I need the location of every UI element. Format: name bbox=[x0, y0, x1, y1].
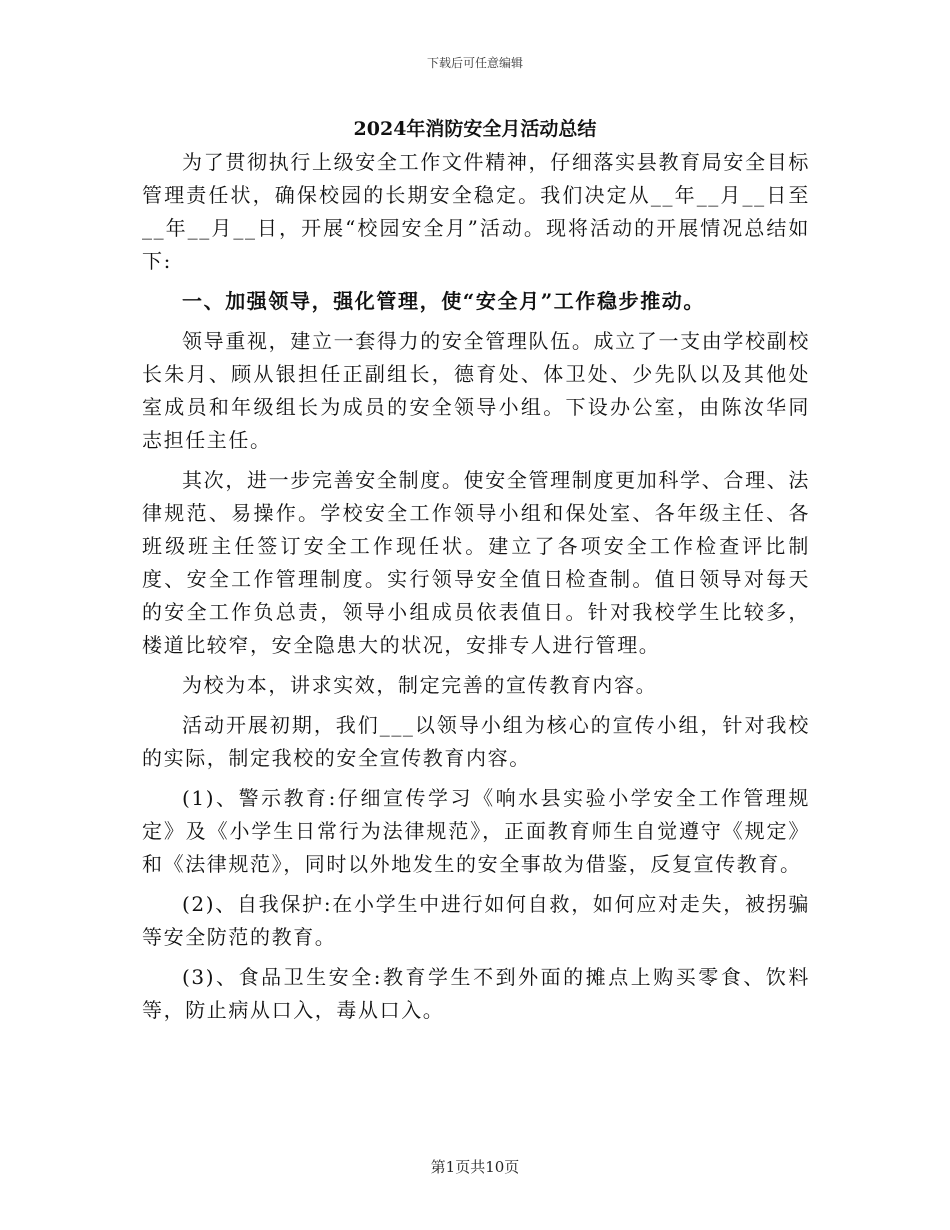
paragraph-item-1: (1)、警示教育:仔细宣传学习《响水县实验小学安全工作管理规定》及《小学生日常行为法律规范》，正面教育师生自觉遵守《规定》和《法律规范》，同时以外地发生的安全事故为借鉴，反复宣传教育。 bbox=[142, 786, 810, 876]
document-title: 2024年消防安全月活动总结 bbox=[353, 118, 597, 140]
paragraph-system: 其次，进一步完善安全制度。使安全管理制度更加科学、合理、法律规范、易操作。学校安全工作领导小组和保处室、各年级主任、各班级班主任签订安全工作现任状。建立了各项安全工作检查评比制度、安全工作管理制度。实行领导安全值日检查制。值日领导对每天的安全工作负总责，领导小组成员依表值日。针对我校学生比较多，楼道比较窄，安全隐患大的状况，安排专人进行管理。 bbox=[142, 468, 810, 657]
paragraph-item-3: (3)、食品卫生安全:教育学生不到外面的摊点上购买零食、饮料等，防止病从口入，毒从口入。 bbox=[142, 965, 810, 1022]
section-heading-1: 一、加强领导，强化管理，使“安全月”工作稳步推动。 bbox=[182, 289, 706, 313]
paragraph-item-2: (2)、自我保护:在小学生中进行如何自救，如何应对走失，被拐骗等安全防范的教育。 bbox=[142, 892, 810, 949]
header-note: 下载后可任意编辑 bbox=[426, 56, 523, 70]
page-footer: 第1页共10页 bbox=[430, 1158, 520, 1176]
paragraph-leadership: 领导重视，建立一套得力的安全管理队伍。成立了一支由学校副校长朱月、顾从银担任正副组长，德育处、体卫处、少先队以及其他处室成员和年级组长为成员的安全领导小组。下设办公室，由陈汝华同志担任主任。 bbox=[142, 329, 810, 452]
paragraph-school-based: 为校为本，讲求实效，制定完善的宣传教育内容。 bbox=[182, 673, 658, 697]
paragraph-intro: 为了贯彻执行上级安全工作文件精神，仔细落实县教育局安全目标管理责任状，确保校园的长期安全稳定。我们决定从__年__月__日至__年__月__日，开展“校园安全月”活动。现将活动的开展情况总结如下: bbox=[142, 150, 810, 273]
paragraph-activity-start: 活动开展初期，我们___以领导小组为核心的宣传小组，针对我校的实际，制定我校的安全宣传教育内容。 bbox=[142, 713, 810, 770]
document-body bbox=[142, 146, 810, 1034]
